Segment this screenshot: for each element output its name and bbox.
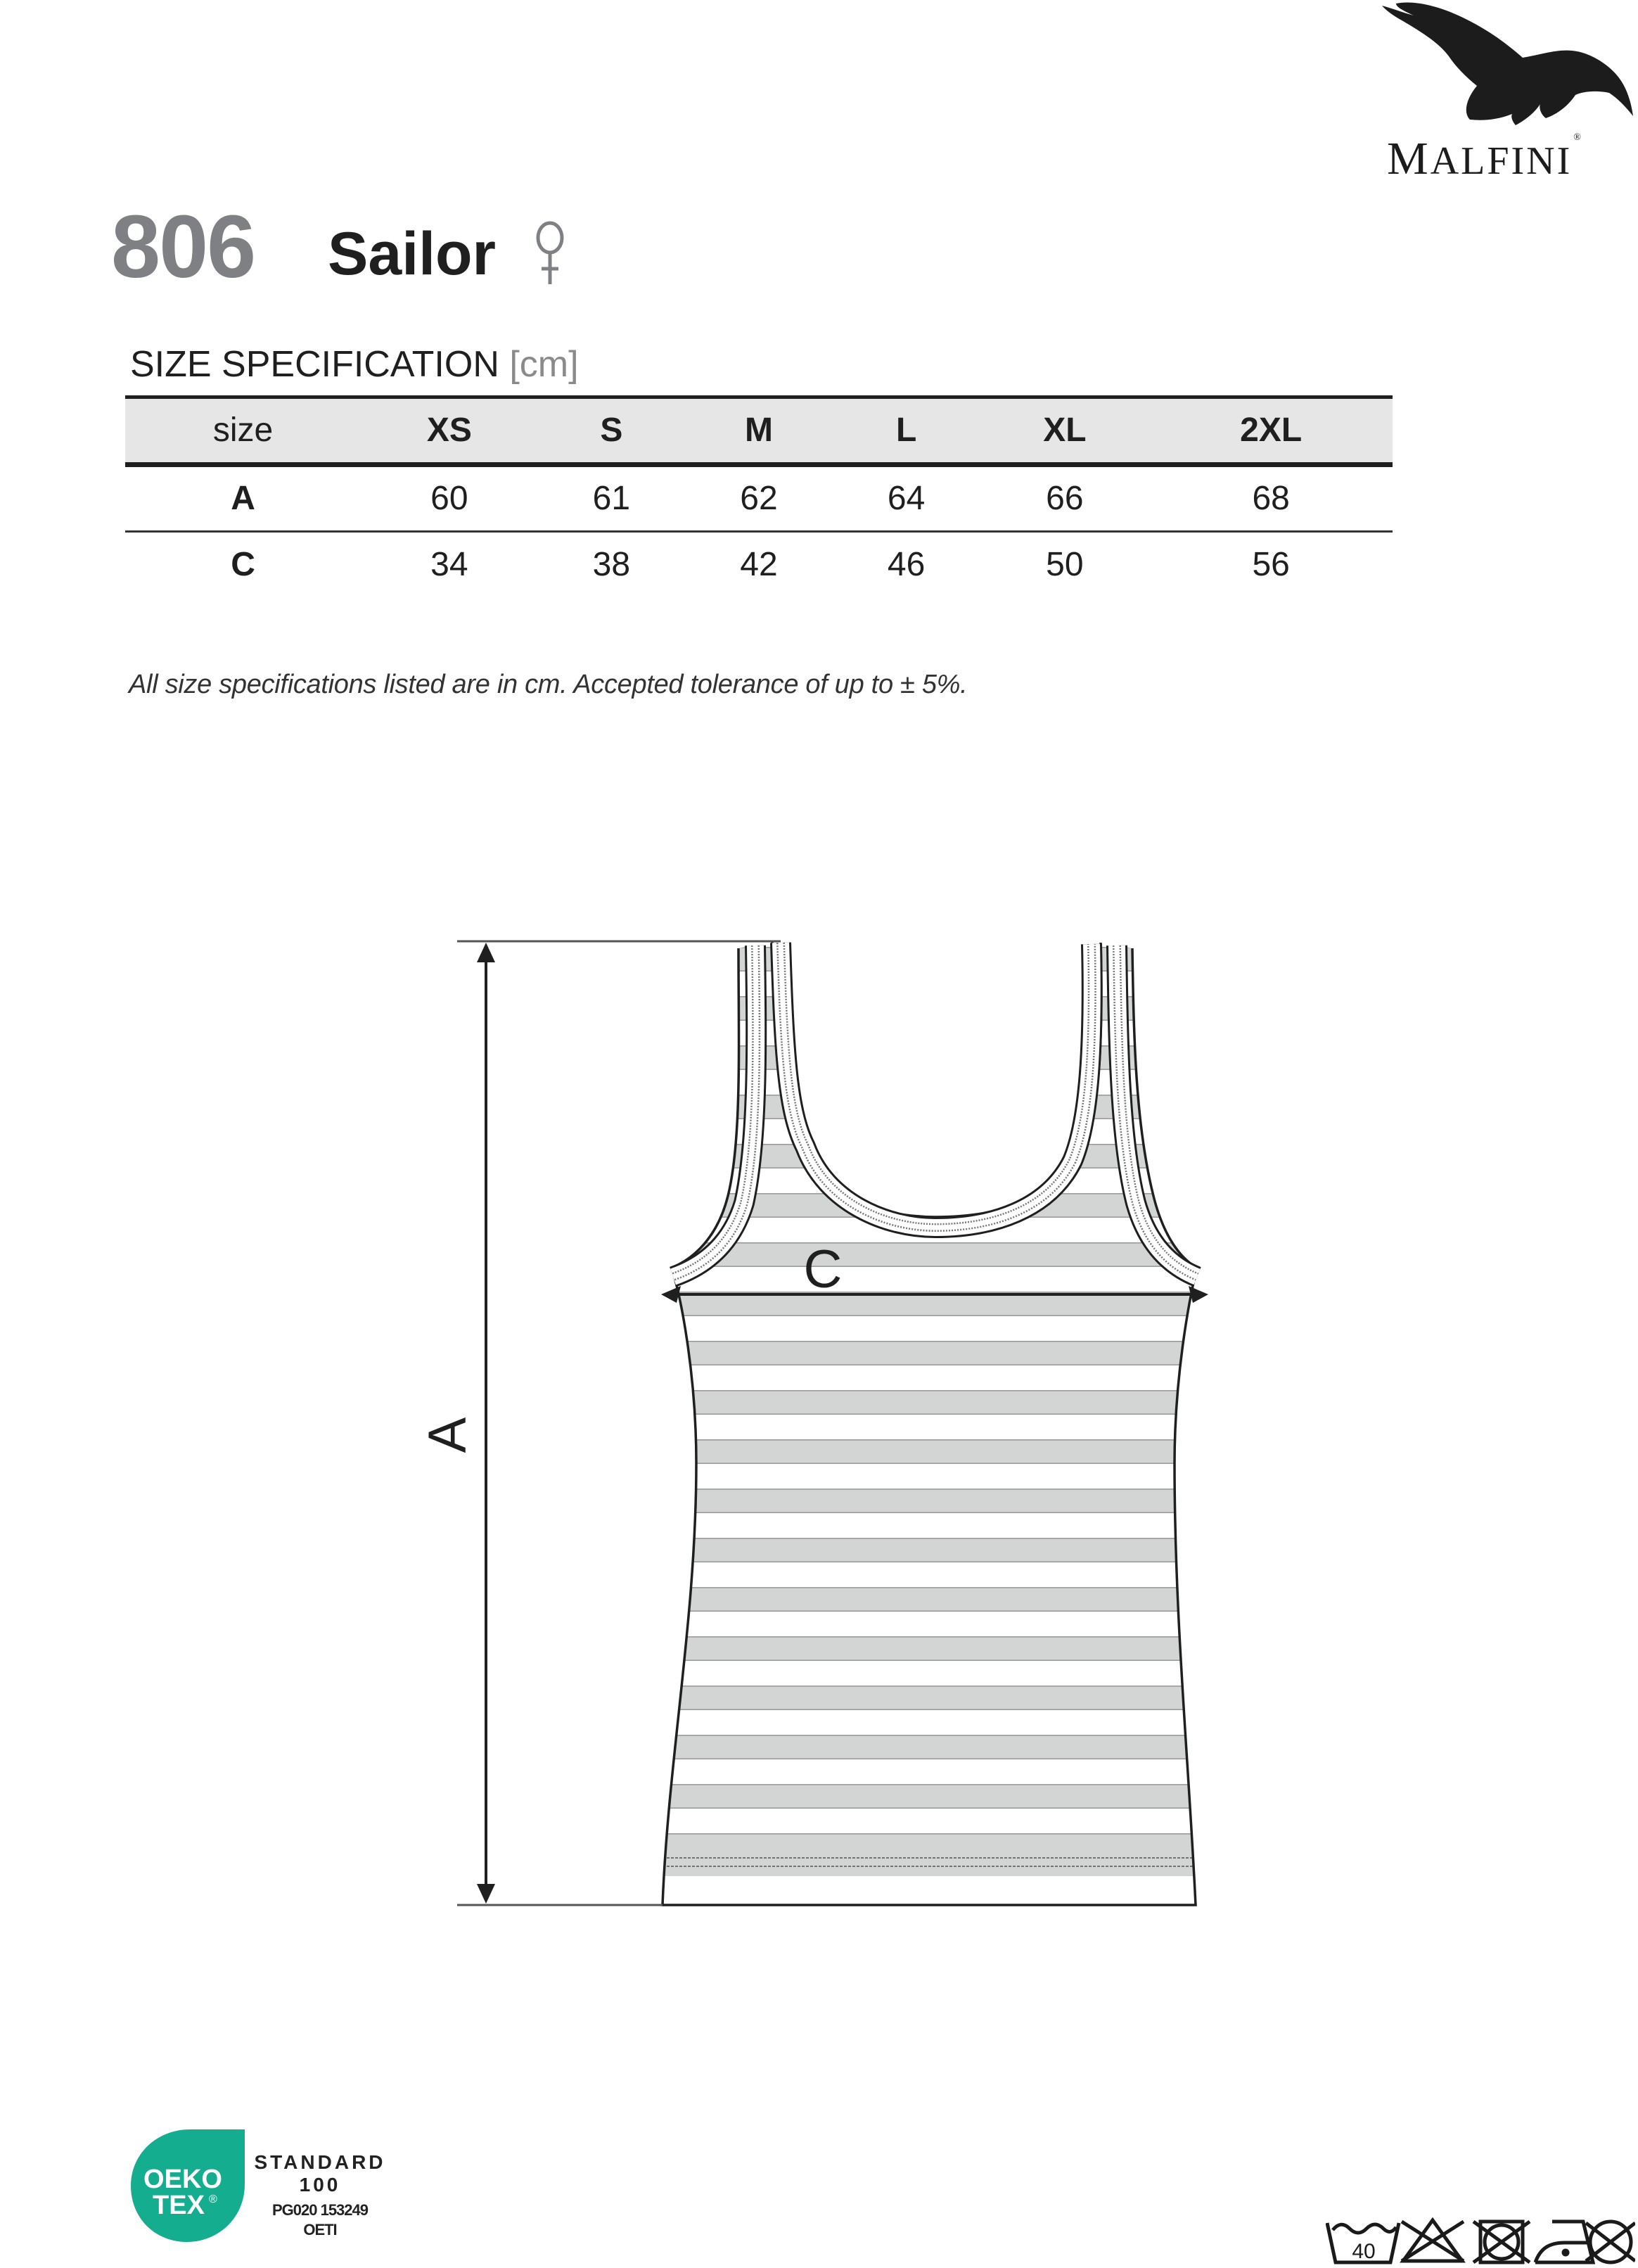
product-name: Sailor — [328, 220, 496, 288]
table-cell: 66 — [980, 465, 1149, 532]
header-cell: size — [125, 397, 361, 465]
brand-wordmark: MALFINI® — [1387, 132, 1583, 184]
row-label: A — [125, 465, 361, 532]
size-spec-heading: SIZE SPECIFICATION [cm] — [130, 344, 579, 385]
table-cell: 56 — [1252, 546, 1290, 583]
header-cell: M — [685, 397, 833, 465]
dimension-c-label: C — [803, 1240, 843, 1299]
no-tumble-dry-icon — [1473, 2222, 1530, 2262]
svg-text:®: ® — [209, 2193, 217, 2205]
eagle-silhouette-icon — [1371, 0, 1638, 130]
standard-label: STANDARD — [254, 2151, 386, 2173]
row-label: C — [231, 546, 255, 583]
tank-body — [633, 936, 1231, 1913]
table-cell: 62 — [685, 465, 833, 532]
header-cell: L — [833, 397, 980, 465]
table-cell: 42 — [740, 546, 778, 583]
table-cell: 61 — [538, 465, 686, 532]
table-cell: 60 — [361, 465, 537, 532]
tolerance-note: All size specifications listed are in cm. Accepted tolerance of up to ± 5%. — [129, 670, 968, 699]
no-bleach-icon — [1402, 2220, 1464, 2261]
svg-text:TEX: TEX — [153, 2191, 205, 2220]
svg-text:OEKO: OEKO — [143, 2165, 222, 2194]
table-cell: 46 — [887, 546, 926, 583]
table-row — [125, 465, 1393, 532]
standard-number: 100 — [299, 2174, 341, 2196]
size-table — [125, 395, 1393, 597]
garment-diagram — [0, 915, 1638, 1942]
unit-label: [cm] — [509, 344, 579, 385]
table-cell: 50 — [1046, 546, 1084, 583]
header-cell: 2XL — [1149, 397, 1393, 465]
dimension-a-label: A — [418, 1417, 478, 1453]
table-cell: 68 — [1149, 465, 1393, 532]
header-cell: S — [538, 397, 686, 465]
brand-logo — [1371, 0, 1638, 184]
header-cell: XL — [980, 397, 1149, 465]
table-cell: 64 — [833, 465, 980, 532]
female-symbol-icon — [529, 219, 571, 287]
no-dry-clean-icon — [1586, 2222, 1635, 2262]
product-code: 806 — [111, 197, 255, 296]
oeko-tex-details — [253, 2151, 387, 2239]
iron-low-icon — [1535, 2222, 1593, 2262]
oeko-tex-logo — [127, 2121, 246, 2244]
header-cell: XS — [361, 397, 537, 465]
table-cell: 34 — [430, 546, 468, 583]
table-header-row — [125, 397, 1393, 465]
care-symbols — [1326, 2216, 1635, 2265]
table-row — [125, 532, 1393, 598]
certificate-code: PG020 153249 — [271, 2201, 369, 2219]
table-cell: 38 — [592, 546, 631, 583]
certificate-institute: OETI — [303, 2220, 337, 2238]
svg-text:40: 40 — [1352, 2240, 1376, 2263]
